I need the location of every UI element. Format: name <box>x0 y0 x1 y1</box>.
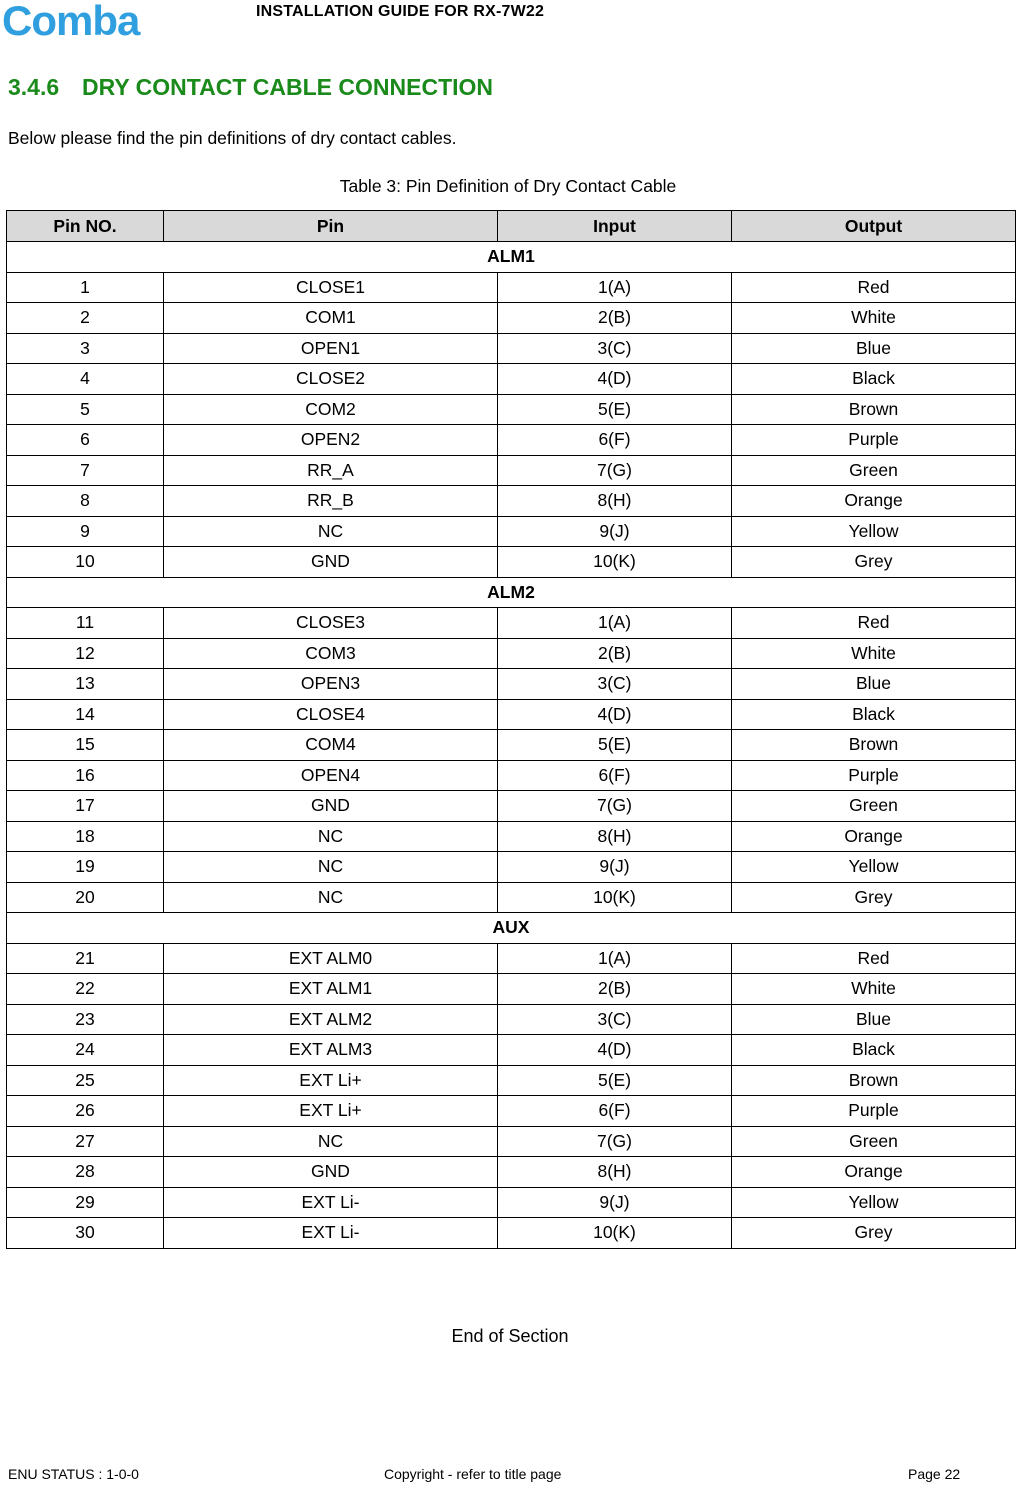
output-color-cell: Red <box>732 272 1016 303</box>
table-row <box>7 1096 1016 1127</box>
output-color-cell: Purple <box>732 760 1016 791</box>
output-color-cell: Black <box>732 699 1016 730</box>
pin-definition-table <box>6 210 1016 1249</box>
table-row <box>7 1035 1016 1066</box>
pin-number-cell: 4 <box>7 364 164 395</box>
output-color-cell: Blue <box>732 333 1016 364</box>
group-label: AUX <box>7 913 1016 944</box>
input-cell: 6(F) <box>498 425 732 456</box>
table-row <box>7 455 1016 486</box>
table-row <box>7 364 1016 395</box>
pin-number-cell: 23 <box>7 1004 164 1035</box>
input-cell: 9(J) <box>498 1187 732 1218</box>
output-color-cell: Purple <box>732 425 1016 456</box>
output-color-cell: Blue <box>732 1004 1016 1035</box>
input-cell: 1(A) <box>498 943 732 974</box>
output-color-cell: Green <box>732 455 1016 486</box>
pin-number-cell: 28 <box>7 1157 164 1188</box>
pin-name-cell: EXT ALM1 <box>164 974 498 1005</box>
footer-status: ENU STATUS : 1-0-0 <box>8 1466 139 1482</box>
pin-name-cell: EXT Li+ <box>164 1096 498 1127</box>
pin-number-cell: 9 <box>7 516 164 547</box>
section-heading <box>8 74 493 101</box>
group-row <box>7 242 1016 273</box>
table-row <box>7 669 1016 700</box>
output-color-cell: White <box>732 974 1016 1005</box>
pin-name-cell: CLOSE3 <box>164 608 498 639</box>
pin-name-cell: GND <box>164 1157 498 1188</box>
output-color-cell: Black <box>732 1035 1016 1066</box>
footer-copyright: Copyright - refer to title page <box>384 1466 562 1482</box>
pin-name-cell: NC <box>164 516 498 547</box>
input-cell: 7(G) <box>498 455 732 486</box>
pin-number-cell: 10 <box>7 547 164 578</box>
output-color-cell: Grey <box>732 882 1016 913</box>
table-row <box>7 760 1016 791</box>
pin-name-cell: CLOSE1 <box>164 272 498 303</box>
input-cell: 10(K) <box>498 547 732 578</box>
pin-name-cell: COM4 <box>164 730 498 761</box>
pin-number-cell: 17 <box>7 791 164 822</box>
pin-name-cell: NC <box>164 852 498 883</box>
table-row <box>7 943 1016 974</box>
input-cell: 3(C) <box>498 1004 732 1035</box>
group-row <box>7 913 1016 944</box>
pin-name-cell: OPEN2 <box>164 425 498 456</box>
input-cell: 8(H) <box>498 486 732 517</box>
input-cell: 8(H) <box>498 821 732 852</box>
input-cell: 2(B) <box>498 974 732 1005</box>
input-cell: 4(D) <box>498 1035 732 1066</box>
table-row <box>7 699 1016 730</box>
table-row <box>7 272 1016 303</box>
output-color-cell: Purple <box>732 1096 1016 1127</box>
pin-name-cell: EXT ALM3 <box>164 1035 498 1066</box>
pin-number-cell: 26 <box>7 1096 164 1127</box>
output-color-cell: Brown <box>732 394 1016 425</box>
input-cell: 7(G) <box>498 1126 732 1157</box>
table-row <box>7 882 1016 913</box>
output-color-cell: Black <box>732 364 1016 395</box>
table-row <box>7 486 1016 517</box>
pin-name-cell: EXT Li- <box>164 1218 498 1249</box>
table-row <box>7 303 1016 334</box>
section-number: 3.4.6 <box>8 74 60 100</box>
pin-name-cell: COM1 <box>164 303 498 334</box>
pin-name-cell: COM2 <box>164 394 498 425</box>
pin-number-cell: 12 <box>7 638 164 669</box>
pin-name-cell: EXT ALM0 <box>164 943 498 974</box>
input-cell: 8(H) <box>498 1157 732 1188</box>
output-color-cell: Yellow <box>732 516 1016 547</box>
pin-number-cell: 21 <box>7 943 164 974</box>
table-row <box>7 1187 1016 1218</box>
pin-name-cell: RR_B <box>164 486 498 517</box>
pin-number-cell: 24 <box>7 1035 164 1066</box>
pin-name-cell: EXT ALM2 <box>164 1004 498 1035</box>
document-title: INSTALLATION GUIDE FOR RX-7W22 <box>256 3 545 20</box>
pin-number-cell: 29 <box>7 1187 164 1218</box>
end-of-section: End of Section <box>451 1326 569 1346</box>
pin-name-cell: EXT Li+ <box>164 1065 498 1096</box>
input-cell: 5(E) <box>498 1065 732 1096</box>
table-row <box>7 638 1016 669</box>
input-cell: 2(B) <box>498 638 732 669</box>
output-color-cell: Blue <box>732 669 1016 700</box>
input-cell: 9(J) <box>498 852 732 883</box>
table-row <box>7 547 1016 578</box>
output-color-cell: Green <box>732 791 1016 822</box>
table-row <box>7 1157 1016 1188</box>
table-header-row <box>7 211 1016 242</box>
table-row <box>7 730 1016 761</box>
table-row <box>7 425 1016 456</box>
input-cell: 10(K) <box>498 1218 732 1249</box>
table-row <box>7 821 1016 852</box>
input-cell: 3(C) <box>498 669 732 700</box>
pin-number-cell: 18 <box>7 821 164 852</box>
table-row <box>7 516 1016 547</box>
group-label: ALM2 <box>7 577 1016 608</box>
pin-name-cell: CLOSE2 <box>164 364 498 395</box>
input-cell: 6(F) <box>498 1096 732 1127</box>
table-row <box>7 1065 1016 1096</box>
column-header-input: Input <box>498 211 732 242</box>
pin-number-cell: 25 <box>7 1065 164 1096</box>
input-cell: 6(F) <box>498 760 732 791</box>
output-color-cell: Grey <box>732 547 1016 578</box>
output-color-cell: White <box>732 638 1016 669</box>
pin-number-cell: 2 <box>7 303 164 334</box>
pin-number-cell: 20 <box>7 882 164 913</box>
input-cell: 7(G) <box>498 791 732 822</box>
section-title: DRY CONTACT CABLE CONNECTION <box>82 74 494 100</box>
pin-name-cell: NC <box>164 882 498 913</box>
table-row <box>7 394 1016 425</box>
pin-name-cell: CLOSE4 <box>164 699 498 730</box>
input-cell: 9(J) <box>498 516 732 547</box>
input-cell: 3(C) <box>498 333 732 364</box>
output-color-cell: Red <box>732 608 1016 639</box>
pin-number-cell: 15 <box>7 730 164 761</box>
output-color-cell: Brown <box>732 1065 1016 1096</box>
pin-number-cell: 3 <box>7 333 164 364</box>
table-row <box>7 1004 1016 1035</box>
pin-name-cell: RR_A <box>164 455 498 486</box>
output-color-cell: Yellow <box>732 1187 1016 1218</box>
pin-number-cell: 22 <box>7 974 164 1005</box>
pin-name-cell: NC <box>164 821 498 852</box>
pin-number-cell: 27 <box>7 1126 164 1157</box>
column-header-output: Output <box>732 211 1016 242</box>
input-cell: 4(D) <box>498 364 732 395</box>
pin-name-cell: OPEN4 <box>164 760 498 791</box>
input-cell: 10(K) <box>498 882 732 913</box>
input-cell: 5(E) <box>498 394 732 425</box>
pin-number-cell: 19 <box>7 852 164 883</box>
table-row <box>7 1218 1016 1249</box>
pin-name-cell: GND <box>164 547 498 578</box>
table-row <box>7 852 1016 883</box>
input-cell: 2(B) <box>498 303 732 334</box>
table-row <box>7 974 1016 1005</box>
table-row <box>7 791 1016 822</box>
output-color-cell: Orange <box>732 1157 1016 1188</box>
table-caption: Table 3: Pin Definition of Dry Contact Cable <box>339 176 677 196</box>
output-color-cell: Brown <box>732 730 1016 761</box>
pin-name-cell: GND <box>164 791 498 822</box>
pin-number-cell: 8 <box>7 486 164 517</box>
column-header-pin: Pin <box>164 211 498 242</box>
output-color-cell: Orange <box>732 486 1016 517</box>
pin-number-cell: 16 <box>7 760 164 791</box>
group-label: ALM1 <box>7 242 1016 273</box>
pin-number-cell: 5 <box>7 394 164 425</box>
table-row <box>7 608 1016 639</box>
pin-number-cell: 30 <box>7 1218 164 1249</box>
pin-name-cell: EXT Li- <box>164 1187 498 1218</box>
column-header-pin-no: Pin NO. <box>7 211 164 242</box>
pin-name-cell: OPEN1 <box>164 333 498 364</box>
table-row <box>7 1126 1016 1157</box>
output-color-cell: Yellow <box>732 852 1016 883</box>
output-color-cell: White <box>732 303 1016 334</box>
logo-wordmark: Comba <box>2 2 140 42</box>
pin-number-cell: 11 <box>7 608 164 639</box>
comba-logo <box>2 2 182 42</box>
table-row <box>7 333 1016 364</box>
intro-paragraph: Below please find the pin definitions of dry contact cables. <box>8 128 457 148</box>
input-cell: 5(E) <box>498 730 732 761</box>
pin-name-cell: OPEN3 <box>164 669 498 700</box>
output-color-cell: Orange <box>732 821 1016 852</box>
pin-number-cell: 6 <box>7 425 164 456</box>
pin-number-cell: 14 <box>7 699 164 730</box>
input-cell: 1(A) <box>498 272 732 303</box>
table-body <box>7 242 1016 1249</box>
group-row <box>7 577 1016 608</box>
pin-number-cell: 1 <box>7 272 164 303</box>
pin-number-cell: 13 <box>7 669 164 700</box>
output-color-cell: Green <box>732 1126 1016 1157</box>
footer-page-number: Page 22 <box>908 1466 961 1482</box>
output-color-cell: Grey <box>732 1218 1016 1249</box>
pin-name-cell: NC <box>164 1126 498 1157</box>
pin-name-cell: COM3 <box>164 638 498 669</box>
input-cell: 1(A) <box>498 608 732 639</box>
pin-number-cell: 7 <box>7 455 164 486</box>
input-cell: 4(D) <box>498 699 732 730</box>
output-color-cell: Red <box>732 943 1016 974</box>
